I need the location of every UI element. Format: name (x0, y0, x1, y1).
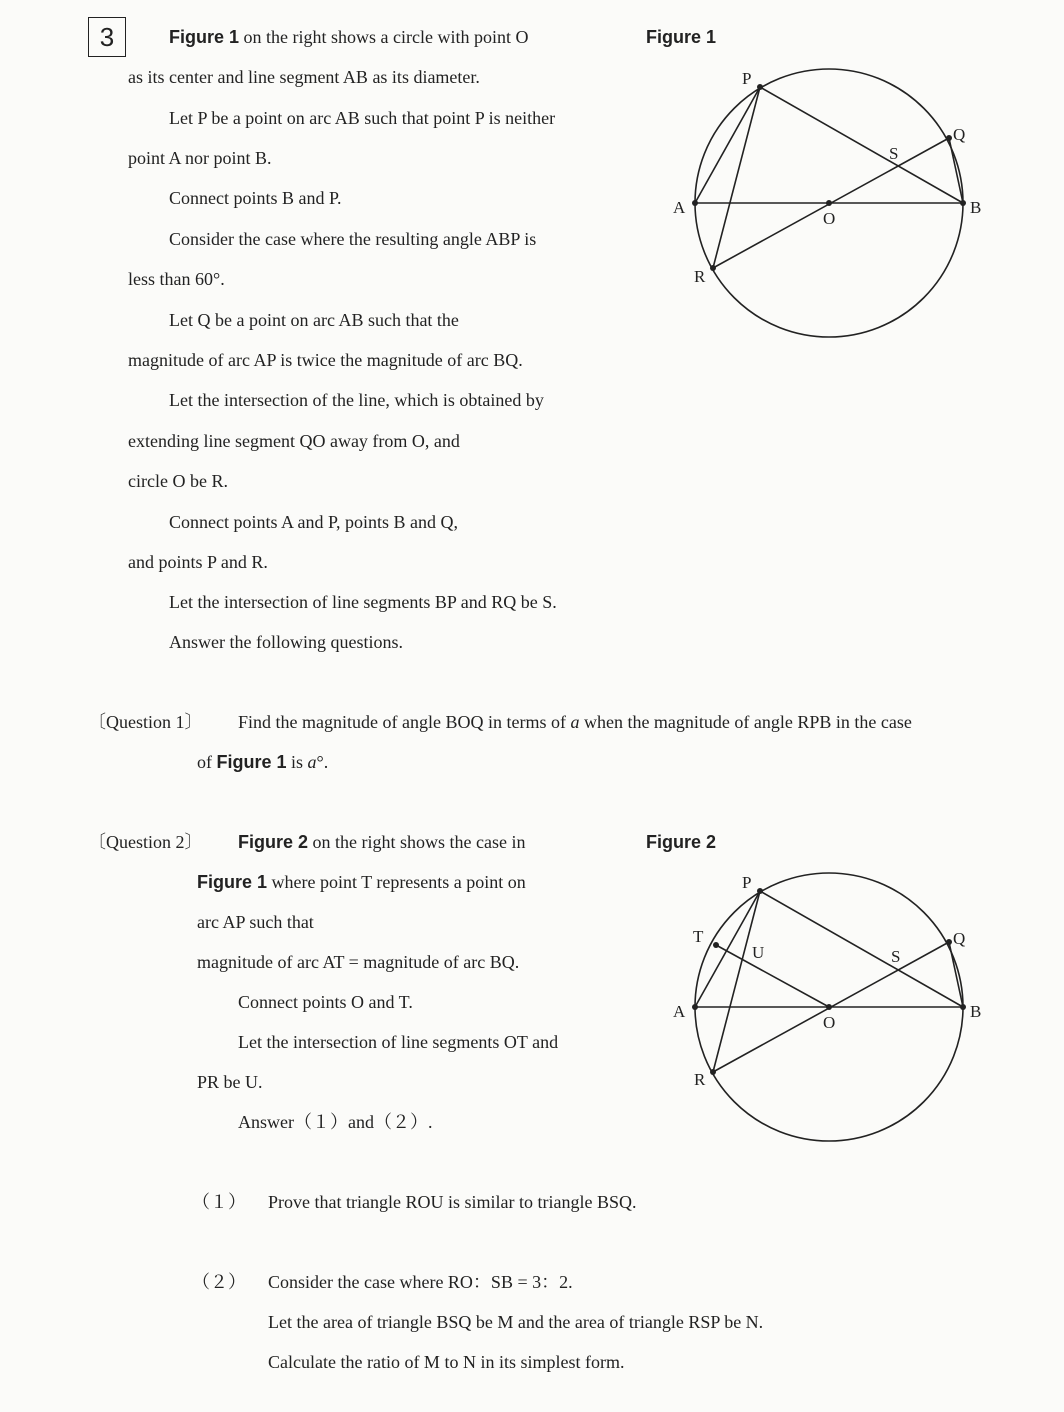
intro-line-16: Answer the following questions. (169, 632, 403, 652)
q1-text: Find the magnitude of angle BOQ in terms of (238, 712, 566, 732)
label-T: T (693, 927, 704, 946)
intro-line-5: Connect points B and P. (169, 188, 342, 208)
question-2-line-3: arc AP such that (197, 912, 314, 932)
label-S: S (891, 947, 901, 966)
figure-ref: Figure 1 (169, 27, 240, 47)
label-R: R (694, 267, 706, 286)
sub-question-1-number: （１） (192, 1192, 246, 1212)
var-a: a (307, 752, 317, 772)
q1-text-2c: °. (316, 752, 329, 772)
sub-question-2-number: （２） (192, 1272, 246, 1292)
intro-line-7: less than 60°. (128, 269, 225, 289)
intro-line-9: magnitude of arc AP is twice the magnitude of arc BQ. (128, 350, 523, 370)
question-2-line-7: PR be U. (197, 1072, 263, 1092)
label-O: O (823, 209, 836, 228)
label-S: S (889, 144, 899, 163)
point-A (692, 1004, 698, 1010)
intro-line-8: Let Q be a point on arc AB such that the (169, 310, 459, 330)
figure-1-title: Figure 1 (646, 27, 717, 47)
point-P (757, 888, 763, 894)
sub-question-2-line-2: Let the area of triangle BSQ be M and the area of triangle RSP be N. (268, 1312, 764, 1332)
label-P: P (742, 873, 752, 892)
q1-text-2b: is (286, 752, 308, 772)
point-O (826, 1004, 832, 1010)
intro-line-2: as its center and line segment AB as its diameter. (128, 67, 480, 87)
figure-ref: Figure 1 (216, 752, 287, 772)
problem-number: 3 (99, 21, 115, 52)
label-O: O (823, 1013, 836, 1032)
question-2-line-5: Connect points O and T. (238, 992, 413, 1012)
segment-AP (695, 891, 760, 1007)
var-a: a (570, 712, 580, 732)
sub-question-2-line-3: Calculate the ratio of M to N in its simplest form. (268, 1352, 625, 1372)
label-R: R (694, 1070, 706, 1089)
question-2-line-4: magnitude of arc AT = magnitude of arc BQ. (197, 952, 520, 972)
point-T (713, 942, 719, 948)
q2-text: where point T represents a point on (267, 872, 526, 892)
question-2-line-8: Answer（１）and（２）. (238, 1112, 433, 1132)
point-Q (946, 939, 952, 945)
label-A: A (673, 198, 686, 217)
figure-ref: Figure 1 (197, 872, 268, 892)
figure-ref: Figure 2 (238, 832, 309, 852)
point-R (710, 1069, 716, 1075)
label-B: B (970, 198, 982, 217)
intro-line-14: and points P and R. (128, 552, 268, 572)
q1-text-2a: of (197, 752, 217, 772)
label-P: P (742, 69, 752, 88)
figure-2-title: Figure 2 (646, 832, 717, 852)
sub-question-2-line-1: Consider the case where RO：SB = 3：2. (268, 1272, 573, 1292)
segment-BQ (949, 942, 963, 1007)
intro-line-6: Consider the case where the resulting angle ABP is (169, 229, 537, 249)
label-A: A (673, 1002, 686, 1021)
intro-line-15: Let the intersection of line segments BP and RQ be S. (169, 592, 557, 612)
intro-line-12: circle O be R. (128, 471, 228, 491)
question-1-label: 〔Question 1〕 (88, 712, 203, 732)
q2-text: on the right shows the case in (308, 832, 526, 852)
question-2-line-6: Let the intersection of line segments OT and (238, 1032, 559, 1052)
intro-line-13: Connect points A and P, points B and Q, (169, 512, 459, 532)
intro-line-4: point A nor point B. (128, 148, 272, 168)
label-B: B (970, 1002, 982, 1021)
intro-text: on the right shows a circle with point O (239, 27, 529, 47)
label-U: U (752, 943, 765, 962)
point-B (960, 1004, 966, 1010)
question-2-label: 〔Question 2〕 (88, 832, 203, 852)
label-Q: Q (953, 929, 966, 948)
intro-line-10: Let the intersection of the line, which is obtained by (169, 390, 544, 410)
q1-text-end: when the magnitude of angle RPB in the case (579, 712, 912, 732)
sub-question-1-text: Prove that triangle ROU is similar to triangle BSQ. (268, 1192, 637, 1212)
segment-PR (713, 891, 760, 1072)
label-Q: Q (953, 125, 966, 144)
intro-line-3: Let P be a point on arc AB such that point P is neither (169, 108, 556, 128)
intro-line-11: extending line segment QO away from O, and (128, 431, 460, 451)
